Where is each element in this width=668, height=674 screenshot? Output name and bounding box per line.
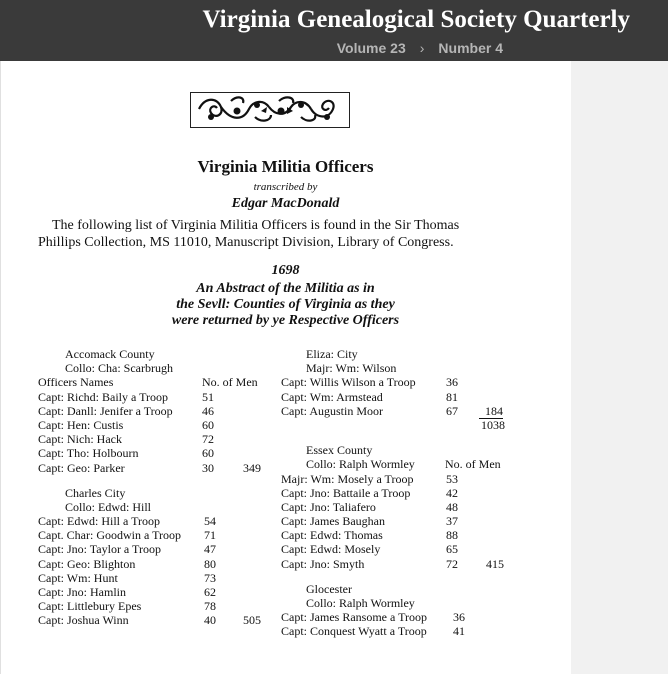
men-count: 36	[453, 610, 465, 625]
table-row	[281, 390, 521, 404]
officer-name: Capt: Wm: Hunt	[38, 570, 118, 585]
officer-name: Capt. Char: Goodwin a Troop	[38, 528, 182, 543]
intro-line: Phillips Collection, MS 11010, Manuscript Division, Library of Congress.	[38, 235, 454, 250]
site-header	[0, 0, 668, 61]
table-row	[38, 418, 278, 432]
abstract-heading: the Sevll: Counties of Virginia as they	[176, 297, 395, 312]
men-count: 51	[202, 389, 214, 404]
table-row	[281, 486, 521, 500]
men-count: 40	[204, 613, 216, 628]
county-heading: Eliza: City	[306, 347, 358, 361]
county-heading: Glocester	[306, 581, 352, 596]
officer-name: Capt: Edwd: Thomas	[281, 528, 383, 543]
intro-paragraph	[38, 217, 522, 251]
men-count: 46	[202, 403, 214, 418]
table-row	[281, 610, 521, 624]
men-count: 41	[453, 624, 465, 639]
officer-name: Capt: James Baughan	[281, 514, 385, 529]
table-row	[38, 390, 278, 404]
side-panel	[571, 61, 668, 674]
officer-name: Capt: Augustin Moor	[281, 403, 384, 418]
officer-name: Capt: Willis Wilson a Troop	[281, 375, 416, 390]
officer-name: Capt: Hen: Custis	[38, 417, 124, 432]
article-author: Edgar MacDonald	[231, 196, 340, 211]
men-count: 80	[204, 556, 216, 571]
table-row	[281, 624, 521, 638]
table-row	[38, 599, 278, 613]
colonel-line: Collo: Edwd: Hill	[65, 499, 152, 514]
charles-city-rows	[38, 514, 278, 628]
table-row	[38, 528, 278, 542]
table-row	[38, 557, 278, 571]
men-count: 72	[446, 556, 458, 571]
table-row	[38, 542, 278, 556]
table-row	[38, 461, 278, 475]
table-row	[281, 514, 521, 528]
officer-name: Capt: Jno: Taliafero	[281, 499, 376, 514]
table-row	[281, 557, 521, 571]
officer-name: Capt: Danll: Jenifer a Troop	[38, 403, 173, 418]
men-count: 30	[202, 460, 214, 475]
men-count: 71	[204, 528, 216, 543]
men-count: 37	[446, 514, 458, 529]
men-count: 72	[202, 432, 214, 447]
men-count: 54	[204, 514, 216, 529]
men-count: 67	[446, 403, 458, 418]
breadcrumb-chevron-icon: ›	[419, 40, 425, 56]
table-row	[281, 500, 521, 514]
officers-names-header: Officers Names	[38, 375, 114, 390]
officer-name: Capt: Richd: Baily a Troop	[38, 389, 169, 404]
men-count: 73	[204, 570, 216, 585]
grand-total-row	[281, 418, 521, 432]
county-total: 184	[479, 404, 503, 419]
page-border	[0, 61, 1, 674]
county-total: 505	[243, 613, 261, 628]
officer-name: Capt: Littlebury Epes	[38, 599, 142, 614]
left-column	[38, 347, 278, 628]
colonel-line: Collo: Cha: Scarbrugh	[65, 361, 173, 376]
officer-name: Majr: Wm: Mosely a Troop	[281, 471, 414, 486]
men-count: 36	[446, 375, 458, 390]
no-of-men-header: No. of Men	[202, 375, 258, 390]
men-count: 42	[446, 485, 458, 500]
men-count: 60	[202, 446, 214, 461]
right-column	[281, 347, 521, 639]
abstract-heading: were returned by ye Respective Officers	[171, 313, 400, 328]
officer-name: Capt: James Ransome a Troop	[281, 610, 427, 625]
officer-name: Capt: Joshua Winn	[38, 613, 129, 628]
county-heading: Accomack County	[65, 347, 155, 361]
grand-total: 1038	[481, 417, 505, 432]
men-count: 53	[446, 471, 458, 486]
men-count: 60	[202, 417, 214, 432]
table-row	[38, 514, 278, 528]
men-count: 65	[446, 542, 458, 557]
decorative-ornament	[190, 92, 350, 128]
officer-name: Capt: Edwd: Mosely	[281, 542, 381, 557]
table-row	[38, 585, 278, 599]
intro-line: The following list of Virginia Militia Officers is found in the Sir Thomas	[52, 218, 460, 233]
men-count: 48	[446, 499, 458, 514]
article-title: Virginia Militia Officers	[197, 157, 374, 176]
men-count: 47	[204, 542, 216, 557]
ornament-scroll-icon	[191, 93, 348, 126]
men-count: 81	[446, 389, 458, 404]
no-of-men-header: No. of Men	[445, 457, 501, 472]
county-total: 415	[486, 556, 504, 571]
men-count: 62	[204, 585, 216, 599]
column-headers	[38, 375, 278, 389]
men-count: 78	[204, 599, 216, 614]
table-row	[38, 571, 278, 585]
officer-name: Capt: Conquest Wyatt a Troop	[281, 624, 427, 639]
volume-link[interactable]: Volume 23	[336, 40, 406, 56]
table-row	[281, 528, 521, 542]
officer-name: Capt: Edwd: Hill a Troop	[38, 514, 161, 529]
county-heading: Essex County	[306, 443, 373, 458]
officer-name: Capt: Tho: Holbourn	[38, 446, 139, 461]
accomack-rows	[38, 390, 278, 475]
officer-name: Capt: Jno: Battaile a Troop	[281, 485, 411, 500]
abstract-heading: An Abstract of the Militia as in	[196, 281, 375, 296]
eliza-city-rows	[281, 375, 521, 418]
number-link[interactable]: Number 4	[438, 40, 503, 56]
table-row	[281, 472, 521, 486]
county-total: 349	[243, 460, 261, 475]
table-row	[38, 446, 278, 460]
major-line: Majr: Wm: Wilson	[306, 361, 397, 376]
essex-rows	[281, 472, 521, 571]
table-row	[38, 432, 278, 446]
abstract-year: 1698	[271, 263, 300, 278]
colonel-line: Collo: Ralph Wormley No. of Men	[306, 457, 501, 472]
colonel-line: Collo: Ralph Wormley	[306, 596, 415, 610]
issue-breadcrumb	[337, 40, 503, 56]
officer-name: Capt: Geo: Parker	[38, 460, 125, 475]
table-row	[281, 542, 521, 556]
table-row	[281, 375, 521, 389]
officer-name: Capt: Jno: Smyth	[281, 556, 365, 571]
table-row	[38, 613, 278, 627]
officer-name: Capt: Wm: Armstead	[281, 389, 383, 404]
officer-name: Capt: Geo: Blighton	[38, 556, 136, 571]
officer-name: Capt: Jno: Taylor a Troop	[38, 542, 161, 557]
table-row	[281, 404, 521, 418]
table-row	[38, 404, 278, 418]
men-count: 88	[446, 528, 458, 543]
officer-name: Capt: Nich: Hack	[38, 432, 122, 447]
officer-name: Capt: Jno: Hamlin	[38, 585, 126, 599]
transcribed-by: transcribed by	[253, 181, 318, 193]
glocester-rows	[281, 610, 521, 638]
county-heading: Charles City	[65, 485, 126, 500]
journal-title[interactable]: Virginia Genealogical Society Quarterly	[202, 6, 630, 33]
